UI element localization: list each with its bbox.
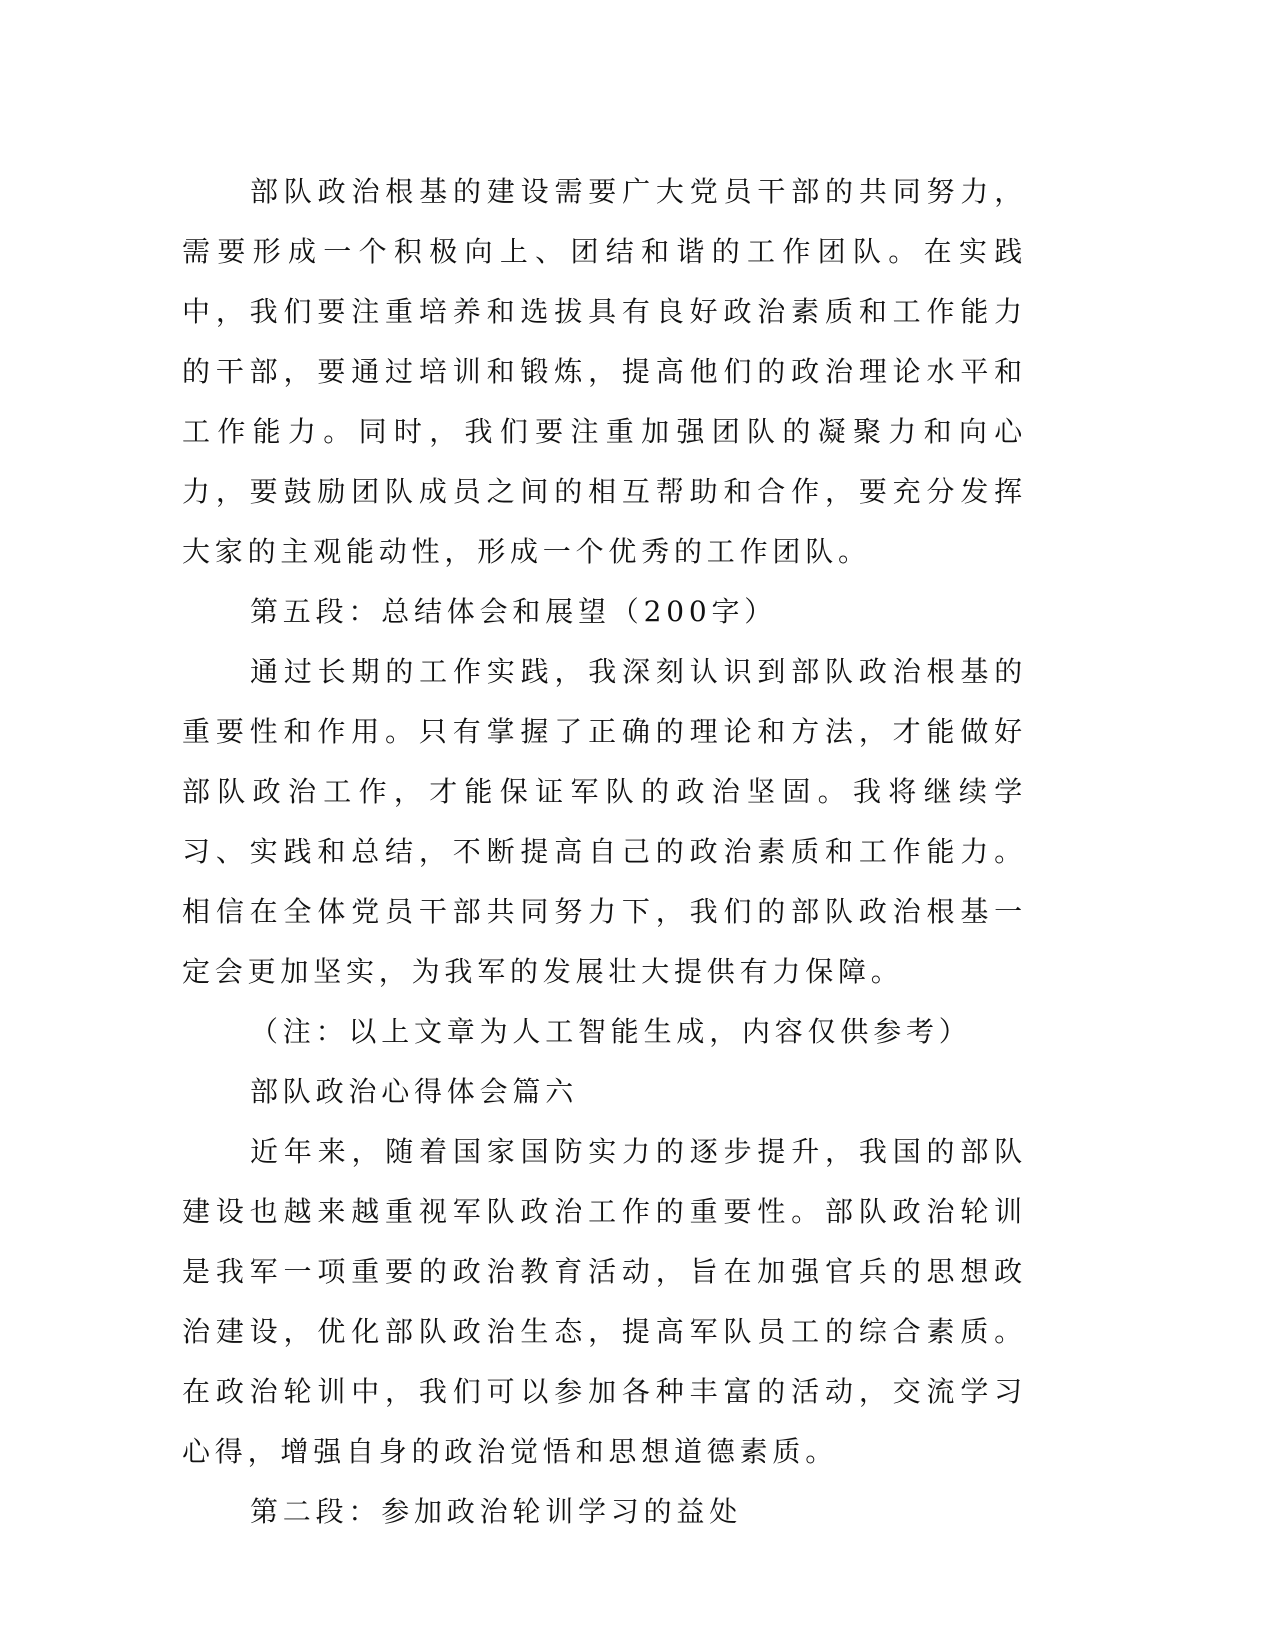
section-heading: 第二段：参加政治轮训学习的益处 (250, 1495, 743, 1528)
body-paragraph: 通过长期的工作实践，我深刻认识到部队政治根基的重要性和作用。只有掌握了正确的理论和方法，才能做好部队政治工作，才能保证军队的政治坚固。我将继续学习、实践和总结，不断提高自己的政治素质和工作能力。相信在全体党员干部共同努力下，我们的部队政治根基一定会更加坚实，为我军的发展壮大提供有力保障。 (182, 655, 1027, 988)
section-heading: 第五段：总结体会和展望（200字） (250, 595, 778, 628)
body-paragraph: 部队政治根基的建设需要广大党员干部的共同努力，需要形成一个积极向上、团结和谐的工作团队。在实践中，我们要注重培养和选拔具有良好政治素质和工作能力的干部，要通过培训和锻炼，提高他们的政治理论水平和工作能力。同时，我们要注重加强团队的凝聚力和向心力，要鼓励团队成员之间的相互帮助和合作，要充分发挥大家的主观能动性，形成一个优秀的工作团队。 (182, 175, 1027, 568)
body-paragraph: 近年来，随着国家国防实力的逐步提升，我国的部队建设也越来越重视军队政治工作的重要性。部队政治轮训是我军一项重要的政治教育活动，旨在加强官兵的思想政治建设，优化部队政治生态，提高军队员工的综合素质。在政治轮训中，我们可以参加各种丰富的活动，交流学习心得，增强自身的政治觉悟和思想道德素质。 (182, 1135, 1027, 1468)
document-body (182, 162, 1027, 1542)
note-paragraph: （注：以上文章为人工智能生成，内容仅供参考） (250, 1015, 972, 1048)
article-title: 部队政治心得体会篇六 (250, 1075, 579, 1108)
